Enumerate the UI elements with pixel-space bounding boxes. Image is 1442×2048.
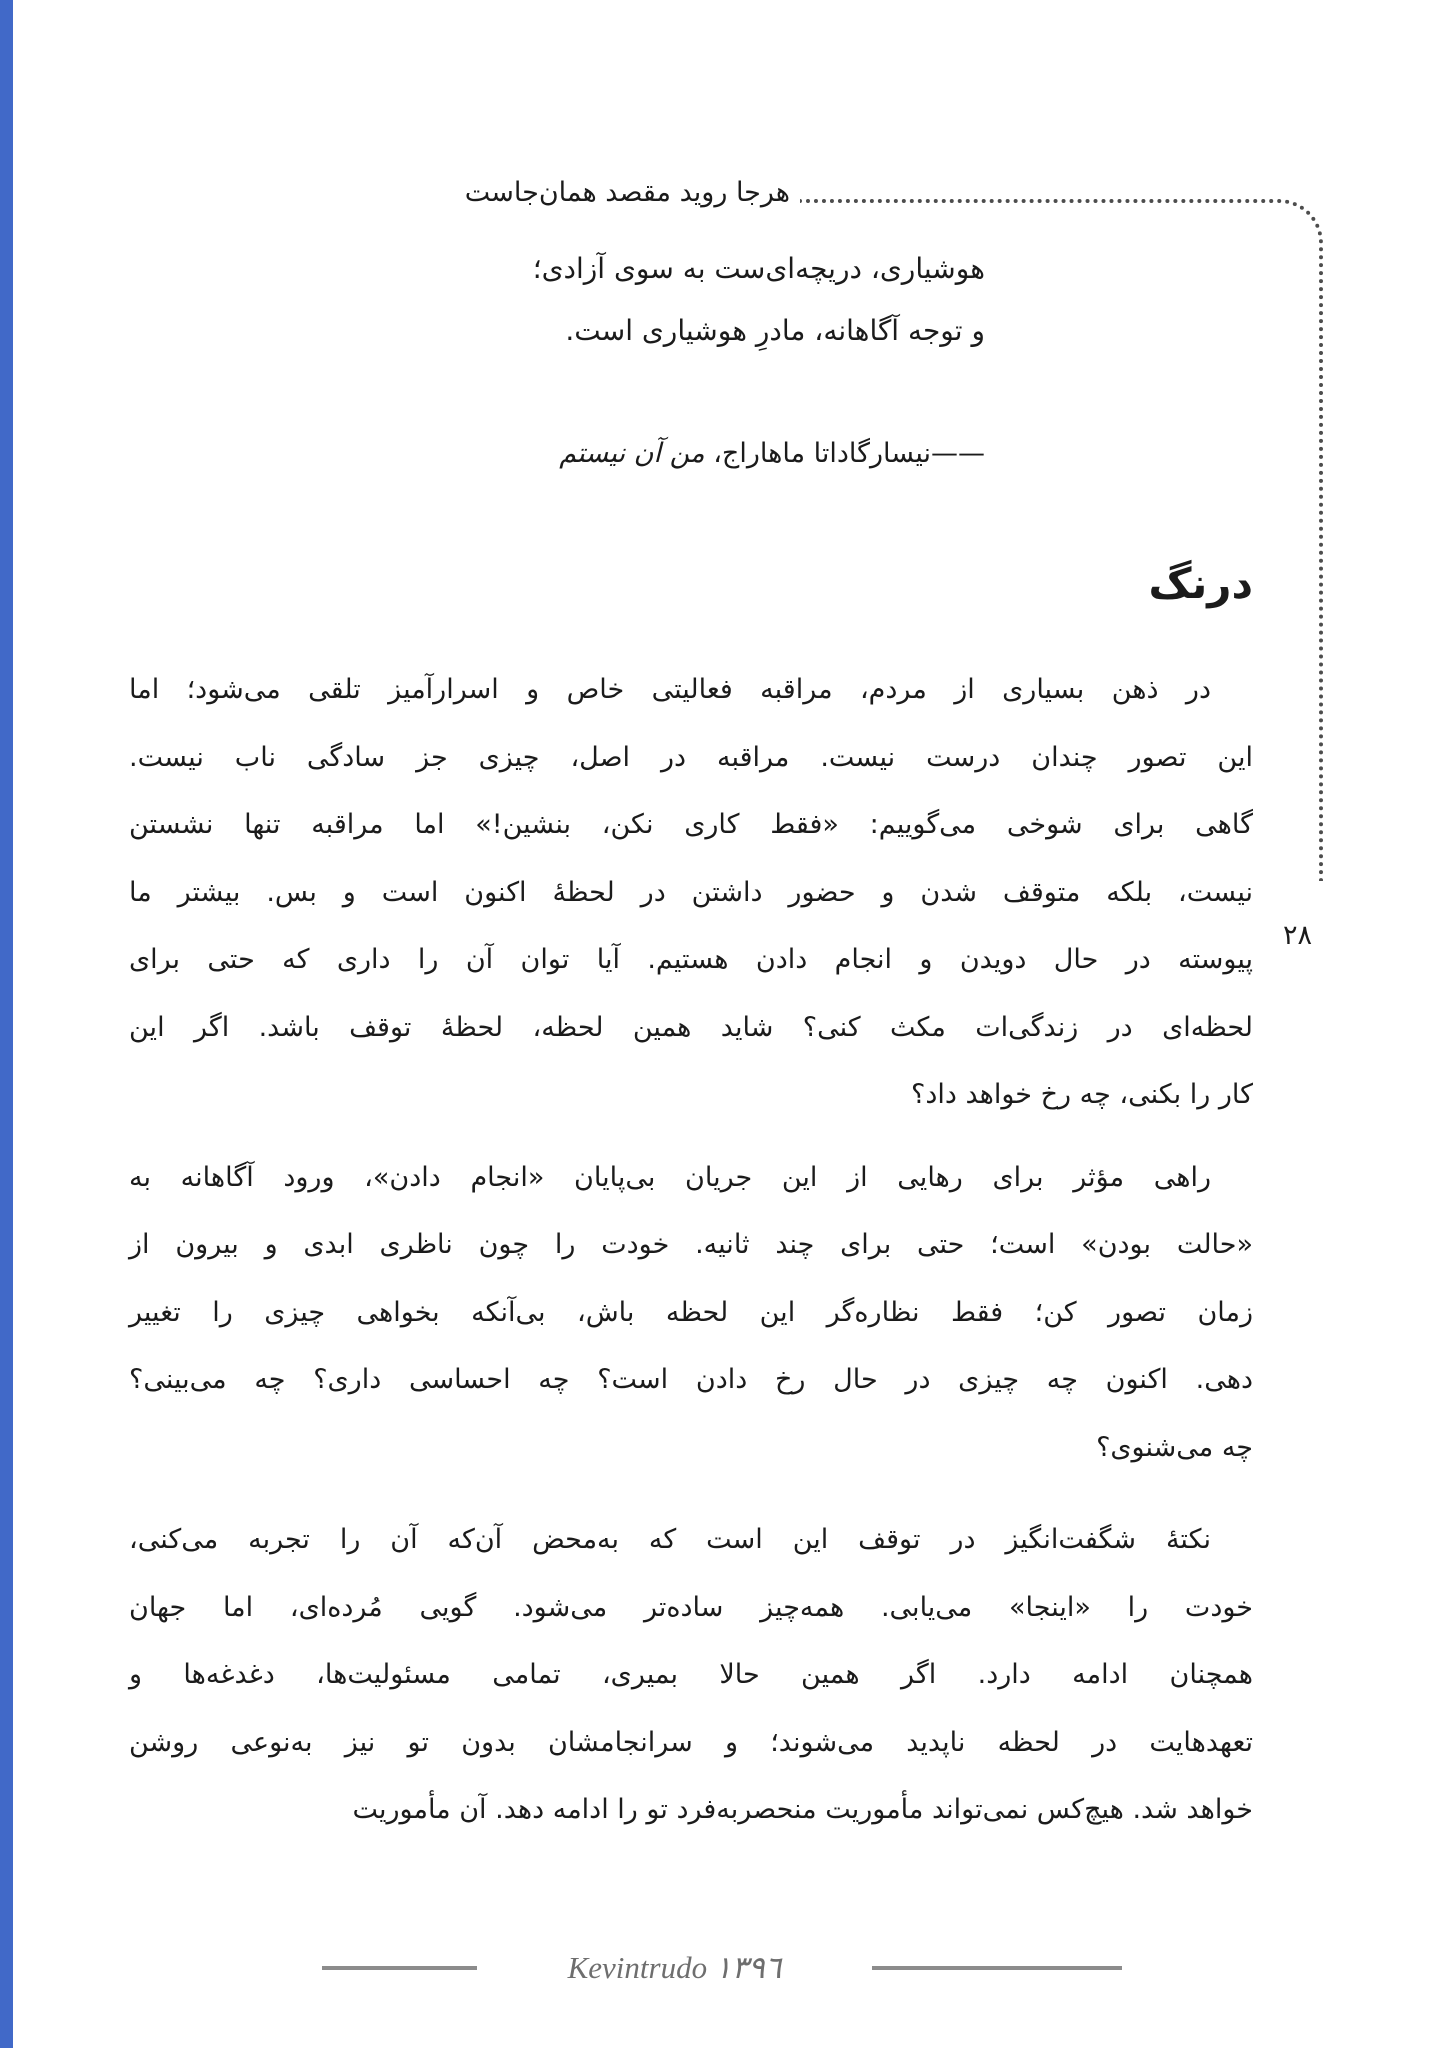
chapter-heading: درنگ xyxy=(1148,559,1253,608)
attribution-dash: —— xyxy=(931,438,985,469)
text-line: چه می‌شنوی؟ xyxy=(1096,1431,1253,1463)
text-line: در ذهن بسیاری از مردم، مراقبه فعالیتی خاص و اسرارآمیز تلقی می‌شود؛ اما xyxy=(129,674,1211,705)
text-line: تعهدهایت در لحظه ناپدید می‌شوند؛ و سرانجامشان بدون تو نیز به‌نوعی روشن xyxy=(129,1726,1253,1758)
publication-year: ۱۳۹٦ xyxy=(714,1950,782,1985)
epigraph-quote xyxy=(533,238,985,362)
running-head: هرجا روید مقصد همان‌جاست xyxy=(464,177,790,208)
paragraph-3 xyxy=(129,1506,1253,1844)
epigraph-attribution xyxy=(559,432,985,476)
text-line: پیوسته در حال دویدن و انجام دادن هستیم. آیا توان آن را داری که حتی برای xyxy=(129,944,1253,975)
paragraph-1 xyxy=(129,656,1253,1129)
left-accent-strip xyxy=(0,0,13,2048)
attribution-author: نیسارگاداتا ماهاراج، xyxy=(704,438,931,469)
publisher-name: Kevintrudo xyxy=(567,1950,708,1985)
footer-rule-right xyxy=(872,1966,1122,1970)
body-text xyxy=(129,656,1253,1844)
text-line: دهی. اکنون چه چیزی در حال رخ دادن است؟ چه احساسی داری؟ چه می‌بینی؟ xyxy=(129,1364,1253,1395)
page-number: ۲۸ xyxy=(1283,920,1313,951)
text-line: زمان تصور کن؛ فقط نظاره‌گر این لحظه باش، بی‌آنکه بخواهی چیزی را تغییر xyxy=(129,1296,1253,1328)
text-line: این تصور چندان درست نیست. مراقبه در اصل، چیزی جز سادگی ناب نیست. xyxy=(129,741,1253,773)
text-line: نکتهٔ شگفت‌انگیز در توقف این است که به‌محض آن‌که آن را تجربه می‌کنی، xyxy=(129,1524,1211,1555)
text-line: خودت را «اینجا» می‌یابی. همه‌چیز ساده‌تر می‌شود. گویی مُرده‌ای، اما جهان xyxy=(129,1591,1253,1623)
paragraph-2 xyxy=(129,1144,1253,1482)
footer-rule-left xyxy=(322,1966,477,1970)
text-line: کار را بکنی، چه رخ خواهد داد؟ xyxy=(910,1079,1253,1110)
text-line: هوشیاری، دریچه‌ای‌ست به سوی آزادی؛ xyxy=(532,252,985,285)
text-line: نیست، بلکه متوقف شدن و حضور داشتن در لحظهٔ اکنون است و بس. بیشتر ما xyxy=(129,876,1253,908)
text-line: همچنان ادامه دارد. اگر همین حالا بمیری، تمامی مسئولیت‌ها، دغدغه‌ها و xyxy=(129,1659,1253,1690)
text-line: لحظه‌ای در زندگی‌ات مکث کنی؟ شاید همین لحظه، لحظهٔ توقف باشد. اگر این xyxy=(129,1011,1253,1043)
text-line: گاهی برای شوخی می‌گوییم: «فقط کاری نکن، بنشین!» اما مراقبه تنها نشستن xyxy=(129,809,1253,840)
text-line: راهی مؤثر برای رهایی از این جریان بی‌پایان «انجام دادن»، ورود آگاهانه به xyxy=(129,1161,1211,1193)
text-line: و توجه آگاهانه، مادرِ هوشیاری است. xyxy=(565,314,985,347)
text-line: «حالت بودن» است؛ حتی برای چند ثانیه. خودت را چون ناظری ابدی و بیرون از xyxy=(129,1229,1253,1260)
publisher-credit xyxy=(568,1950,782,1986)
footer xyxy=(322,1946,1122,1990)
attribution-work-title: من آن نیستم xyxy=(559,438,705,469)
text-line: خواهد شد. هیچ‌کس نمی‌تواند مأموریت منحصربه‌فرد تو را ادامه دهد. آن مأموریت xyxy=(352,1794,1253,1825)
